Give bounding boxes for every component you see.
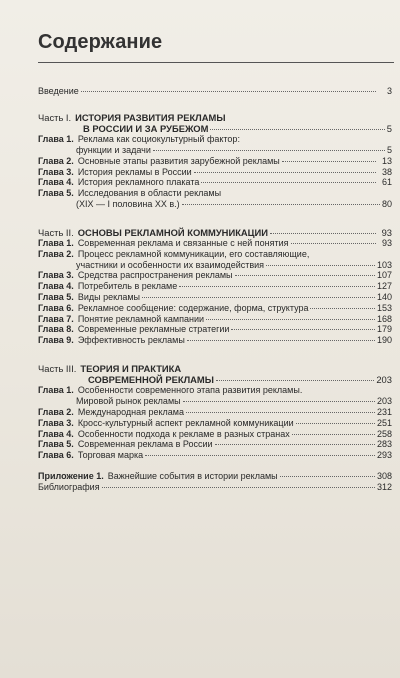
toc-chapter: Глава 1. Современная реклама и связанные с ней понятия 93 xyxy=(38,237,392,248)
toc-chapter: Глава 5. Исследования в области рекламы xyxy=(38,188,222,199)
table-of-contents xyxy=(38,86,392,493)
toc-chapter: Глава 7. Понятие рекламной кампании 168 xyxy=(38,313,392,324)
toc-chapter-cont: Мировой рынок рекламы 203 xyxy=(76,396,392,407)
toc-chapter: Глава 4. История рекламного плаката 61 xyxy=(38,177,392,188)
toc-chapter: Глава 9. Эффективность рекламы 190 xyxy=(38,335,392,346)
toc-chapter: Глава 6. Рекламное сообщение: содержание, форма, структура 153 xyxy=(38,302,392,313)
part-number: Часть II. xyxy=(38,226,74,238)
toc-entry-intro: Введение 3 xyxy=(38,86,392,96)
toc-chapter: Глава 5. Современная реклама в России 283 xyxy=(38,439,392,450)
toc-chapter: Глава 3. Кросс-культурный аспект рекламной коммуникации 251 xyxy=(38,417,392,428)
page-title: Содержание xyxy=(38,31,163,53)
toc-bibliography: Библиография 312 xyxy=(38,481,392,492)
toc-chapter: Глава 4. Особенности подхода к рекламе в разных странах 258 xyxy=(38,428,392,439)
leader-dots xyxy=(210,129,384,130)
toc-chapter-cont: функции и задачи 5 xyxy=(76,145,392,155)
part-title: ИСТОРИЯ РАЗВИТИЯ РЕКЛАМЫ xyxy=(75,111,226,123)
part-title: ОСНОВЫ РЕКЛАМНОЙ КОММУНИКАЦИИ xyxy=(77,226,269,238)
toc-chapter: Глава 2. Международная реклама 231 xyxy=(38,406,392,417)
toc-part-3 xyxy=(38,363,392,374)
toc-part-1 xyxy=(38,112,392,123)
leader-dots xyxy=(81,91,376,92)
toc-part-2: Часть II. ОСНОВЫ РЕКЛАМНОЙ КОММУНИКАЦИИ 93 xyxy=(38,226,392,238)
title-rule xyxy=(38,62,394,63)
toc-appendix: Приложение 1. Важнейшие события в истории рекламы 308 xyxy=(38,470,392,481)
part-number: Часть III. xyxy=(38,362,77,374)
toc-part-3-cont: СОВРЕМЕННОЙ РЕКЛАМЫ 203 xyxy=(88,374,392,386)
toc-chapter: Глава 6. Торговая марка 293 xyxy=(38,450,392,461)
toc-chapter: Глава 1. Реклама как социокультурный фактор: xyxy=(38,134,240,145)
part-number: Часть I. xyxy=(38,111,72,123)
toc-part-1-cont: В РОССИИ И ЗА РУБЕЖОМ 5 xyxy=(83,123,392,134)
toc-chapter: Глава 5. Виды рекламы 140 xyxy=(38,291,392,302)
toc-chapter-cont: (XIX — I половина XX в.) 80 xyxy=(76,198,392,209)
toc-chapter: Глава 2. Основные этапы развития зарубежной рекламы 13 xyxy=(38,155,392,166)
toc-chapter: Глава 2. Процесс рекламной коммуникации, его составляющие, xyxy=(38,248,310,259)
toc-chapter: Глава 3. Средства распространения рекламы 107 xyxy=(38,270,392,281)
toc-chapter: Глава 8. Современные рекламные стратегии 179 xyxy=(38,324,392,335)
toc-chapter-cont: участники и особенности их взаимодействия 103 xyxy=(76,259,392,270)
toc-chapter: Глава 1. Особенности современного этапа развития рекламы. xyxy=(38,385,303,396)
part-title: ТЕОРИЯ И ПРАКТИКА xyxy=(80,362,182,374)
toc-chapter: Глава 4. Потребитель в рекламе 127 xyxy=(38,281,392,292)
toc-chapter: Глава 3. История рекламы в России 38 xyxy=(38,166,392,177)
